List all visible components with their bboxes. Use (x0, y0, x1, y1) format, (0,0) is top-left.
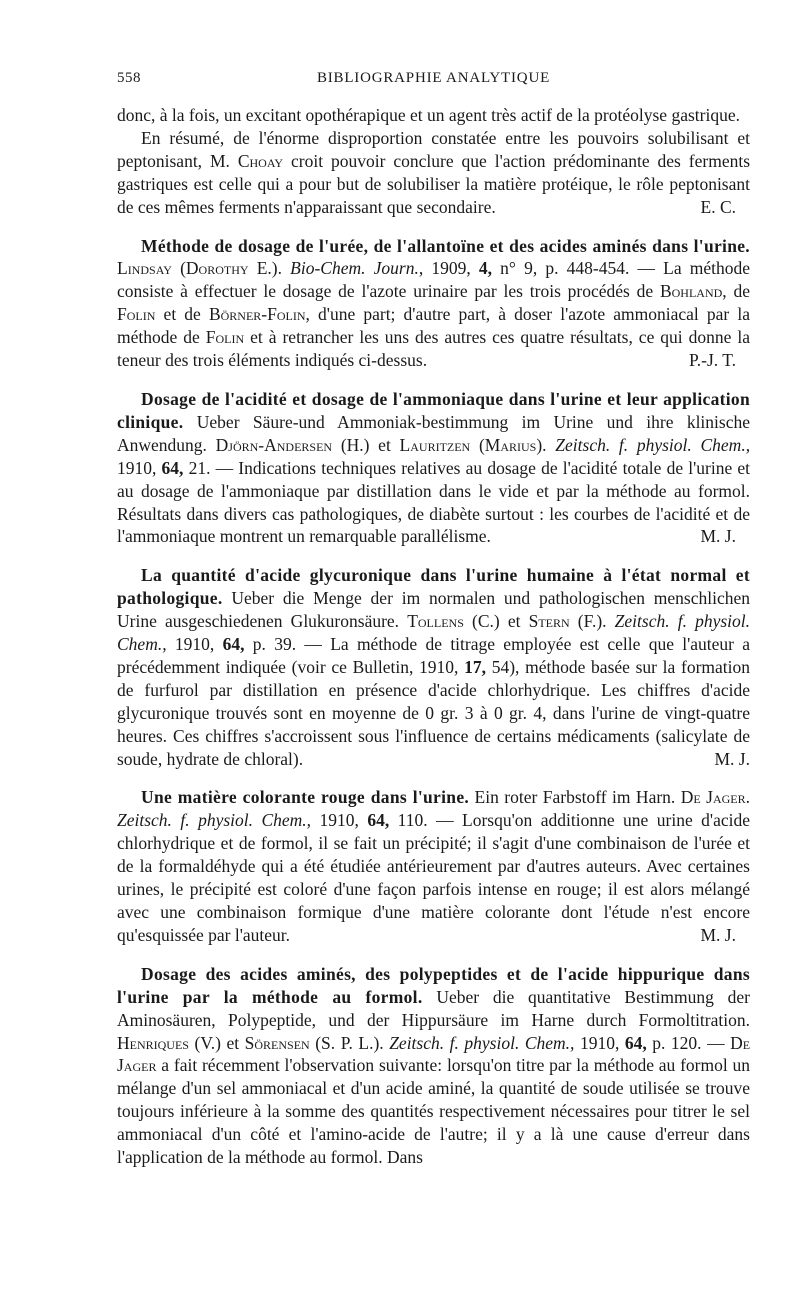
bibliography-entry: Une matière colorante rouge dans l'urine. Ein roter Farbstoff im Harn. De Jager. Zeitsch. f. physiol. Chem., 1910, 64, 110. — Lorsqu'on additionne une urine d'acide chlorhydrique et de formol, il se fait un précipité; il s'agit d'une combinaison de l'urée et de la formaldéhyde qui a été étudiée antérieurement par d'autres auteurs. Avec certaines urines, le précipité est coloré d'une façon parfois intense en rouge; il est alors mélangé avec une combinaison formique d'une matière colorante dont l'étude n'est encore qu'esquissée par l'auteur. M. J. (117, 787, 751, 945)
reviewer-signature: P.-J. T. (688, 350, 736, 371)
volume-number: 17, (464, 656, 486, 677)
author-name: Djörn-Andersen (215, 434, 333, 455)
author-name: Choay (237, 150, 284, 171)
bibliography-entry: Dosage des acides aminés, des polypeptides et de l'acide hippurique dans l'urine par la méthode au formol. Ueber die quantitative Bestimmung der Aminosäuren, Polypeptide, und der Hippursäure im Harne durch Formoltitration. Henriques (V.) et Sörensen (S. P. L.). Zeitsch. f. physiol. Chem., 1910, 64, p. 120. — De Jager a fait récemment l'observation suivante: lorsqu'on titre par la méthode au formol un mélange d'un sel ammoniacal et d'un acide aminé, la quantité de soude utilisée se trouve toujours inférieure à la somme des quantités respectivement nécessaires pour titrer le sel ammoniacal d'un côté et l'amino-acide de l'autre; il y a là une cause d'erreur dans l'application de la méthode au formol. Dans (117, 963, 751, 1168)
author-name: De Jager. (680, 787, 751, 808)
author-name: Sörensen (244, 1032, 310, 1053)
article-title: Une matière colorante rouge dans l'urine. (141, 787, 470, 808)
summary-paragraph: En résumé, de l'énorme disproportion constatée entre les pouvoirs solubilisant et peptonisant, M. Choay croit pouvoir conclure que l'action prédominante des ferments gastriques est celle qui a pour but de solubiliser la matière protéique, le rôle peptonisant de ces mêmes ferments n'apparaissant que secondaire. E. C. (117, 127, 751, 217)
bibliography-entry: La quantité d'acide glycuronique dans l'urine humaine à l'état normal et pathologique. Ueber die Menge der im normalen und pathologischen menschlichen Urine ausgeschiedenen Glukuronsäure. Tollens (C.) et Stern (F.). Zeitsch. f. physiol. Chem., 1910, 64, p. 39. — La méthode de titrage employée est celle que l'auteur a précédemment indiquée (voir ce Bulletin, 1910, 17, 54), méthode basée sur la formation de furfurol par distillation en présence d'acide chlorhydrique. Les chiffres d'acide glycuronique trouvés sont en moyenne de 0 gr. 3 à 0 gr. 4, dans l'urine de vingt-quatre heures. Ces chiffres s'accroissent sous l'influence de certains médicaments (salicylate de soude, hydrate de chloral). M. J. (117, 565, 751, 769)
reviewer-signature: E. C. (700, 196, 736, 217)
volume-number: 64, (367, 810, 390, 831)
author-name: Henriques (117, 1032, 189, 1053)
page-content (117, 104, 750, 1169)
journal-name: Zeitsch. f. physiol. Chem., (389, 1032, 575, 1053)
reviewer-signature: M. J. (714, 748, 750, 769)
journal-name: Zeitsch. f. physiol. Chem., (555, 434, 751, 455)
author-name: Lindsay (117, 258, 172, 279)
volume-number: 64, (624, 1032, 647, 1053)
continued-paragraph: donc, à la fois, un excitant opothérapique et un agent très actif de la protéolyse gastrique. (117, 105, 740, 125)
running-title: BIBLIOGRAPHIE ANALYTIQUE (316, 70, 551, 86)
volume-number: 4, (478, 258, 493, 279)
article-title: La quantité d'acide glycuronique dans l'urine humaine à l'état normal et pathologique. (117, 565, 750, 609)
bibliography-entry: Méthode de dosage de l'urée, de l'allantoïne et des acides aminés dans l'urine. Lindsay (Dorothy E.). Bio-Chem. Journ., 1909, 4, n° 9, p. 448-454. — La méthode consiste à effectuer le dosage de l'azote urinaire par les trois procédés de Bohland, de Folin et de Börner-Folin, d'une part; d'autre part, à doser l'azote ammoniacal par la méthode de Folin et à retrancher les uns des autres ces quatre résultats, ce qui donne la teneur des trois éléments indiqués ci-dessus. P.-J. T. (117, 235, 751, 371)
author-name: De Jager (117, 1032, 751, 1076)
german-title: Ueber die quantitative Bestimmung der Aminosäuren, Polypeptide, und der Hippursäure im Harne durch Formoltitration. (117, 986, 750, 1030)
german-title: Ueber die Menge der im normalen und pathologischen menschlichen Urine ausgeschiedenen Glukuronsäure. (117, 588, 751, 632)
article-title: Dosage des acides aminés, des polypeptides et de l'acide hippurique dans l'urine par la méthode au formol. (117, 963, 750, 1007)
bibliography-entry: Dosage de l'acidité et dosage de l'ammoniaque dans l'urine et leur application clinique. Ueber Säure-und Ammoniak-bestimmung im Urine und ihre klinische Anwendung. Djörn-Andersen (H.) et Lauritzen (Marius). Zeitsch. f. physiol. Chem., 1910, 64, 21. — Indications techniques relatives au dosage de l'acidité totale de l'urine et au dosage de l'ammoniaque par distillation dans le vide et par la méthode au formol. Résultats dans divers cas pathologiques, de diabète surtout : les courbes de l'acidité et de l'ammoniaque montrent un remarquable parallélisme. M. J. (117, 388, 751, 547)
author-name: Stern (528, 611, 570, 632)
article-title: Dosage de l'acidité et dosage de l'ammoniaque dans l'urine et leur application clinique. (117, 388, 750, 432)
page-number: 558 (117, 70, 141, 86)
page-header (117, 70, 750, 92)
reviewer-signature: M. J. (700, 924, 736, 945)
journal-name: Zeitsch. f. physiol. Chem., (117, 611, 751, 655)
reviewer-signature: M. J. (700, 526, 736, 547)
volume-number: 64, (161, 457, 184, 478)
author-name: Tollens (407, 611, 464, 632)
journal-name: Bio-Chem. Journ. (290, 258, 419, 279)
article-title: Méthode de dosage de l'urée, de l'allantoïne et des acides aminés dans l'urine. (141, 235, 750, 256)
journal-name: Zeitsch. f. physiol. Chem., (117, 810, 312, 831)
volume-number: 64, (222, 634, 245, 655)
german-title: Ein roter Farbstoff im Harn. (474, 787, 676, 808)
author-name: Lauritzen (399, 434, 471, 455)
german-title: Ueber Säure-und Ammoniak-bestimmung im Urine und ihre klinische Anwendung. (117, 411, 750, 455)
